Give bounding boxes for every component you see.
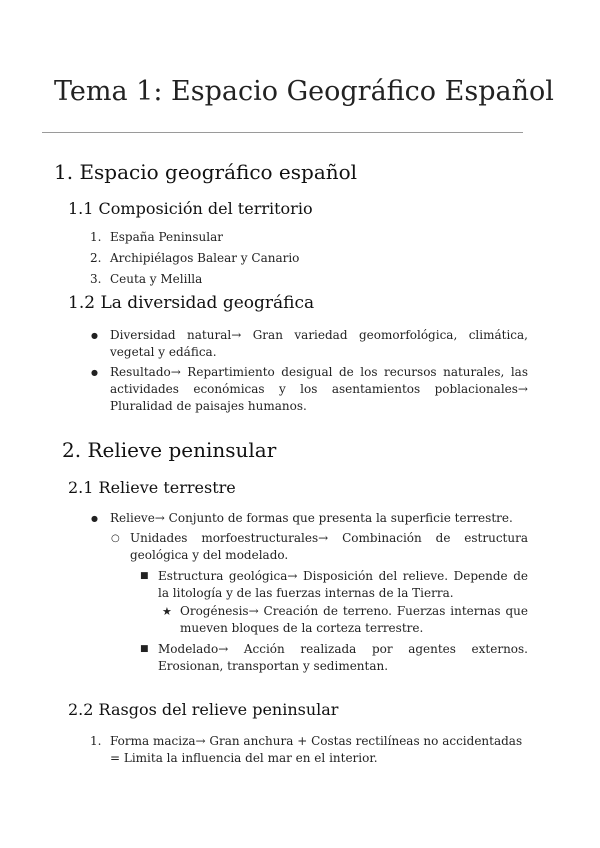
square-bullet-icon: ■ (140, 644, 149, 654)
list-item: Archipiélagos Balear y Canario (110, 251, 300, 265)
bullet-icon: ● (91, 514, 98, 523)
subsection-2-1-heading: 2.1 Relieve terrestre (68, 478, 236, 497)
bullet-icon: ● (91, 368, 98, 377)
list-number: 1. (90, 734, 102, 748)
list-number: 1. (90, 230, 102, 244)
list-number: 2. (90, 251, 102, 265)
square-bullet-icon: ■ (140, 571, 149, 581)
section-1-heading: 1. Espacio geográfico español (54, 160, 358, 184)
list-item: Estructura geológica→ Disposición del relieve. Depende de la litología y de las fuerzas internas de la Tierra. (158, 569, 528, 600)
list-item: Relieve→ Conjunto de formas que presenta la superficie terrestre. (110, 511, 513, 525)
document-title: Tema 1: Espacio Geográfico Español (54, 76, 554, 107)
list-item: Modelado→ Acción realizada por agentes externos. Erosionan, transportan y sedimentan. (158, 642, 528, 673)
section-2-heading: 2. Relieve peninsular (62, 438, 277, 462)
list-item: Orogénesis→ Creación de terreno. Fuerzas internas que mueven bloques de la corteza terrestre. (180, 604, 528, 635)
list-item: Forma maciza→ Gran anchura + Costas rectilíneas no accidentadas = Limita la influencia del mar en el interior. (110, 734, 523, 765)
list-item: Ceuta y Melilla (110, 272, 203, 286)
subsection-1-2-heading: 1.2 La diversidad geográfica (68, 293, 315, 313)
list-number: 3. (90, 272, 102, 286)
star-bullet-icon: ★ (162, 605, 172, 618)
bullet-icon: ● (91, 331, 98, 340)
list-item: Diversidad natural→ Gran variedad geomorfológica, climática, vegetal y edáfica. (110, 328, 528, 359)
list-item: España Peninsular (110, 230, 223, 244)
list-item: Resultado→ Repartimiento desigual de los recursos naturales, las actividades económicas y los asentamientos poblacionales→ Pluralidad de paisajes humanos. (110, 365, 528, 413)
list-item: Unidades morfoestructurales→ Combinación de estructura geológica y del modelado. (130, 531, 528, 562)
circle-bullet-icon: ○ (111, 533, 120, 544)
subsection-2-2-heading: 2.2 Rasgos del relieve peninsular (68, 700, 339, 719)
subsection-1-1-heading: 1.1 Composición del territorio (68, 199, 313, 218)
title-divider (42, 132, 523, 133)
